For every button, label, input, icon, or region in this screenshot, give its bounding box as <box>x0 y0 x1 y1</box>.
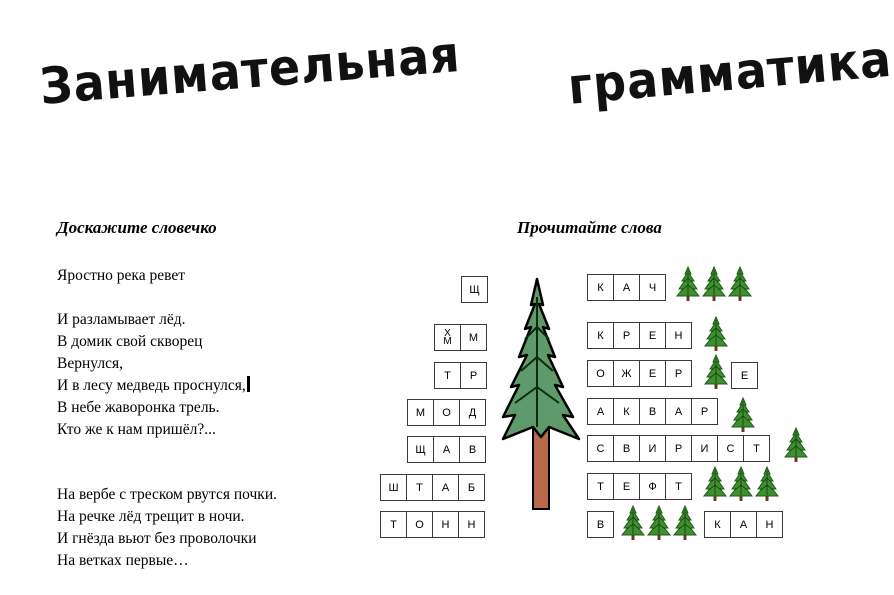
right-heading: Прочитайте слова <box>517 218 662 237</box>
poem-line: Вернулся, <box>57 355 123 372</box>
letter-cell: Т <box>406 474 433 501</box>
letter-cell: Е <box>639 322 666 349</box>
small-pine-icon <box>703 466 727 502</box>
right-word-row-4 <box>587 398 717 425</box>
small-pine-icon <box>702 266 726 302</box>
small-pine-icon <box>729 466 753 502</box>
left-word-row-7 <box>380 511 484 538</box>
poem-stanza-1 <box>57 265 185 287</box>
right-word-row-3 <box>587 360 691 387</box>
small-pine-icon <box>731 397 755 433</box>
poem-line-text: И в лесу медведь проснулся, <box>57 377 246 394</box>
letter-cell: О <box>587 360 614 387</box>
letter-cell: Ж <box>613 360 640 387</box>
title-left-word: Занимательная <box>37 24 463 116</box>
letter-cell: Ч <box>639 274 666 301</box>
letter-cell: И <box>691 435 718 462</box>
letter-cell: О <box>433 399 460 426</box>
letter-cell: К <box>587 322 614 349</box>
poem-line: И разламывает лёд. <box>57 311 186 328</box>
letter-cell: Щ <box>407 436 434 463</box>
letter-cell: Р <box>613 322 640 349</box>
letter-cell: Б <box>458 474 485 501</box>
letter-cell: М <box>407 399 434 426</box>
letter-cell: Х М <box>434 324 461 351</box>
letter-cell: М <box>460 324 487 351</box>
left-word-row-4 <box>407 399 485 426</box>
small-pine-icon <box>621 505 645 541</box>
letter-cell: А <box>665 398 692 425</box>
left-word-row-1 <box>461 276 487 303</box>
poem-stanza-2 <box>57 309 250 441</box>
small-pine-icon <box>784 427 808 463</box>
right-word-row-2 <box>587 322 691 349</box>
pine-group-row-3 <box>704 354 728 390</box>
poem-line: На вербе с треском рвутся почки. <box>57 486 278 503</box>
small-pine-icon <box>704 354 728 390</box>
letter-cell: Р <box>691 398 718 425</box>
right-word-row-7 <box>587 511 613 538</box>
letter-cell: В <box>459 436 486 463</box>
left-word-row-5 <box>407 436 485 463</box>
right-word-row-5 <box>587 435 769 462</box>
letter-cell: Н <box>756 511 783 538</box>
letter-cell: Т <box>380 511 407 538</box>
pine-group-row-1 <box>676 266 752 302</box>
text-cursor <box>247 376 250 392</box>
small-pine-icon <box>676 266 700 302</box>
letter-cell: В <box>587 511 614 538</box>
poem-line: Яростно река ревет <box>57 267 185 284</box>
letter-cell: Ф <box>639 473 666 500</box>
letter-cell: Р <box>460 362 487 389</box>
poem-line: На ветках первые… <box>57 552 189 569</box>
big-fir-tree-icon <box>493 277 581 511</box>
letter-cell: К <box>704 511 731 538</box>
pine-group-row-4 <box>731 397 755 433</box>
letter-cell: О <box>406 511 433 538</box>
pine-group-row-6 <box>703 466 779 502</box>
poem-line: В небе жаворонка трель. <box>57 399 220 416</box>
pine-group-row-7 <box>621 505 697 541</box>
left-word-row-6 <box>380 474 484 501</box>
letter-cell: Т <box>587 473 614 500</box>
small-pine-icon <box>673 505 697 541</box>
right-word-row-1 <box>587 274 665 301</box>
letter-cell: Р <box>665 360 692 387</box>
pine-group-row-5 <box>784 427 808 463</box>
pine-group-row-2 <box>704 316 728 352</box>
letter-cell: Н <box>432 511 459 538</box>
small-pine-icon <box>647 505 671 541</box>
letter-cell: Е <box>613 473 640 500</box>
letter-cell: А <box>587 398 614 425</box>
small-pine-icon <box>728 266 752 302</box>
right-word-row-6 <box>587 473 691 500</box>
left-word-row-3 <box>434 362 486 389</box>
letter-cell: К <box>587 274 614 301</box>
letter-cell: Т <box>434 362 461 389</box>
small-pine-icon <box>704 316 728 352</box>
letter-cell: В <box>613 435 640 462</box>
letter-cell: Щ <box>461 276 488 303</box>
letter-cell: А <box>730 511 757 538</box>
left-word-row-2 <box>434 324 486 351</box>
letter-cell: Т <box>665 473 692 500</box>
letter-cell: Е <box>639 360 666 387</box>
letter-cell: И <box>639 435 666 462</box>
letter-cell: Н <box>665 322 692 349</box>
small-pine-icon <box>755 466 779 502</box>
letter-cell: С <box>717 435 744 462</box>
poem-line: В домик свой скворец <box>57 333 203 350</box>
letter-cell: А <box>432 474 459 501</box>
poem-line: Кто же к нам пришёл?... <box>57 421 216 438</box>
right-word-row-7-tail <box>704 511 782 538</box>
poem-stanza-3 <box>57 484 277 572</box>
letter-cell: Р <box>665 435 692 462</box>
right-word-row-3-tail <box>731 362 757 389</box>
title-right-word: грамматика <box>565 29 894 116</box>
poem-line: И гнёзда вьют без проволочки <box>57 530 257 547</box>
letter-cell: С <box>587 435 614 462</box>
left-heading: Доскажите словечко <box>57 218 217 237</box>
letter-cell: Н <box>458 511 485 538</box>
poem-line <box>57 375 250 397</box>
letter-cell: К <box>613 398 640 425</box>
letter-cell: А <box>613 274 640 301</box>
poem-line: На речке лёд трещит в ночи. <box>57 508 245 525</box>
letter-cell: Т <box>743 435 770 462</box>
letter-cell: Д <box>459 399 486 426</box>
letter-cell: А <box>433 436 460 463</box>
letter-cell: В <box>639 398 666 425</box>
letter-cell: Ш <box>380 474 407 501</box>
letter-cell: Е <box>731 362 758 389</box>
